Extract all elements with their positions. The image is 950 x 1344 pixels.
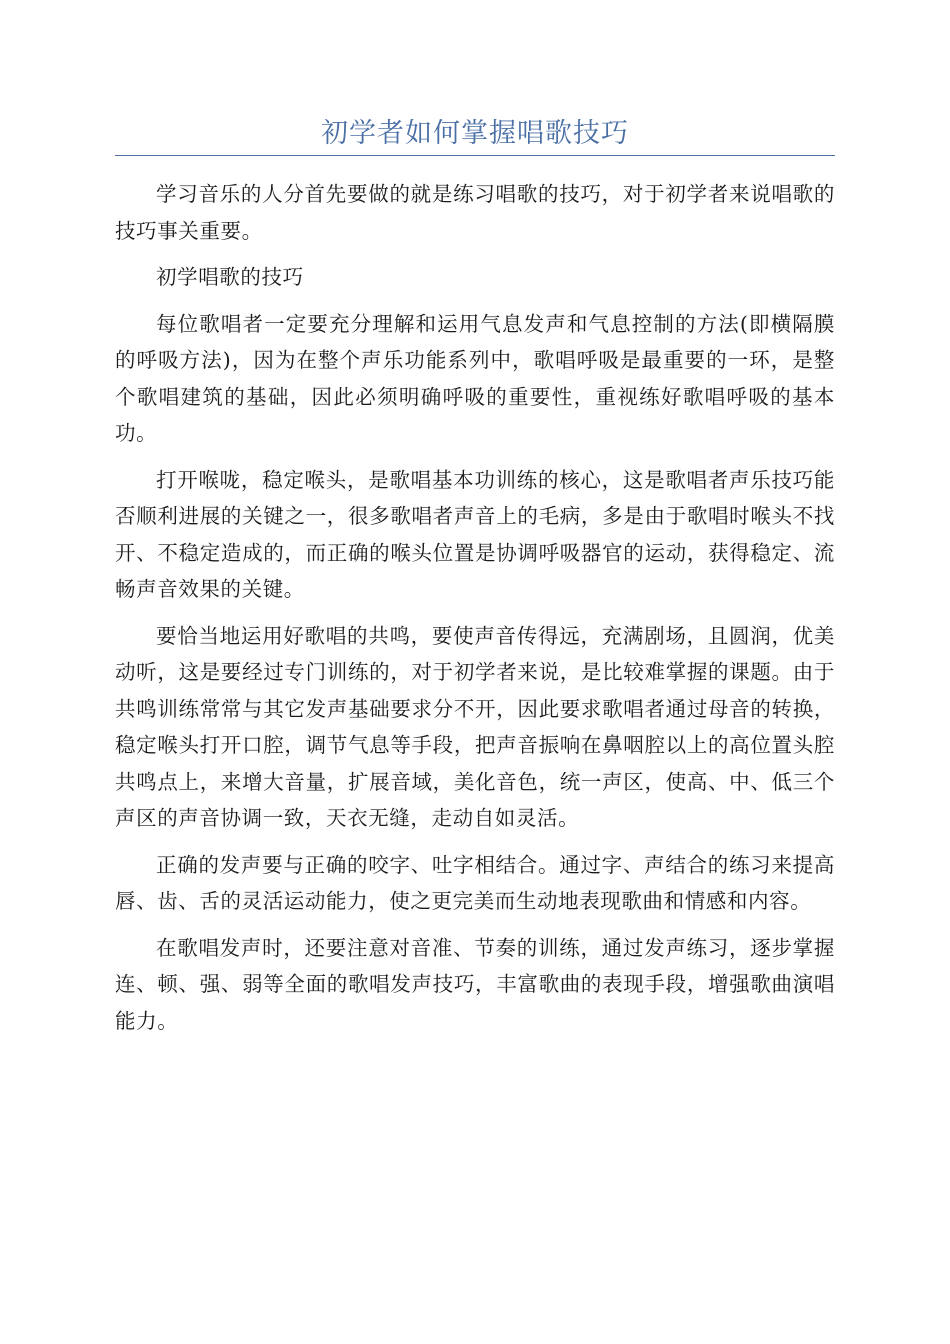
section-heading: 初学唱歌的技巧	[156, 265, 304, 289]
paragraph-articulation: 正确的发声要与正确的咬字、吐字相结合。通过字、声结合的练习来提高唇、齿、舌的灵活运动能力，使之更完美而生动地表现歌曲和情感和内容。	[115, 852, 835, 913]
document-body	[115, 176, 835, 1049]
paragraph-resonance: 要恰当地运用好歌唱的共鸣，要使声音传得远，充满剧场，且圆润，优美动听，这是要经过专门训练的，对于初学者来说，是比较难掌握的课题。由于共鸣训练常常与其它发声基础要求分不开，因此要求歌唱者通过母音的转换，稳定喉头打开口腔，调节气息等手段，把声音振响在鼻咽腔以上的高位置头腔共鸣点上，来增大音量，扩展音域，美化音色，统一声区，使高、中、低三个声区的声音协调一致，天衣无缝，走动自如灵活。	[115, 623, 835, 830]
title-underline	[115, 155, 835, 156]
paragraph-intro: 学习音乐的人分首先要做的就是练习唱歌的技巧，对于初学者来说唱歌的技巧事关重要。	[115, 182, 835, 243]
document-title: 初学者如何掌握唱歌技巧	[321, 118, 629, 149]
paragraph-breathing: 每位歌唱者一定要充分理解和运用气息发声和气息控制的方法(即横隔膜的呼吸方法)，因为在整个声乐功能系列中，歌唱呼吸是最重要的一环，是整个歌唱建筑的基础，因此必须明确呼吸的重要性，重视练好歌唱呼吸的基本功。	[115, 311, 835, 445]
paragraph-throat: 打开喉咙，稳定喉头，是歌唱基本功训练的核心，这是歌唱者声乐技巧能否顺利进展的关键之一，很多歌唱者声音上的毛病，多是由于歌唱时喉头不找开、不稳定造成的，而正确的喉头位置是协调呼吸器官的运动，获得稳定、流畅声音效果的关键。	[115, 467, 835, 601]
paragraph-pitch-rhythm: 在歌唱发声时，还要注意对音准、节奏的训练，通过发声练习，逐步掌握连、顿、强、弱等全面的歌唱发声技巧，丰富歌曲的表现手段，增强歌曲演唱能力。	[115, 935, 835, 1033]
